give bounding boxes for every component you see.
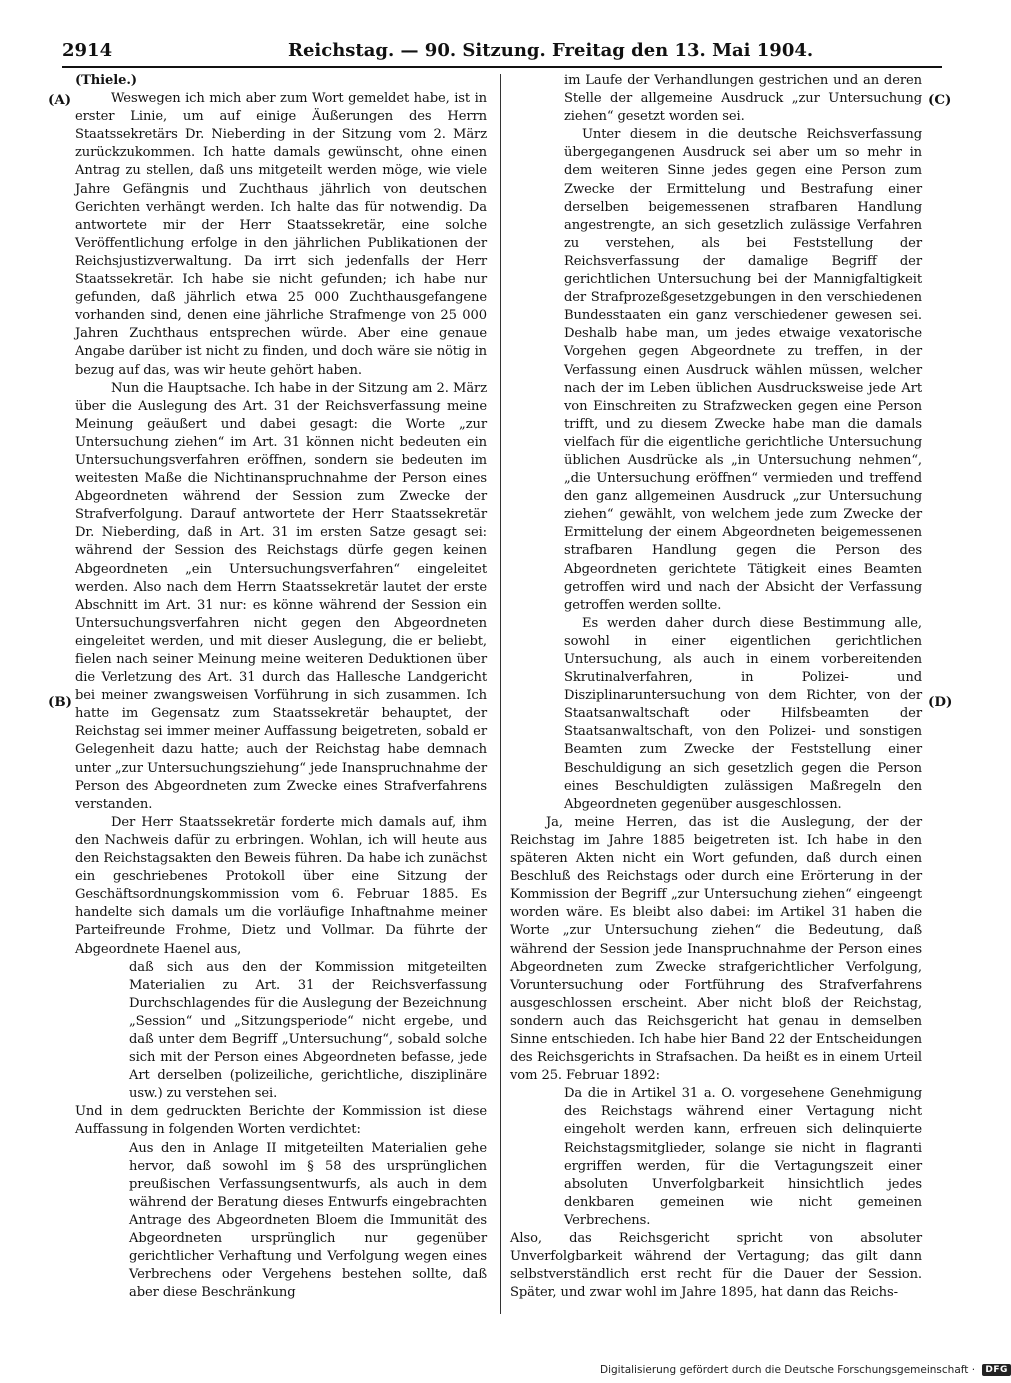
paragraph: Der Herr Staatssekretär forderte mich damals auf, ihm den Nachweis dafür zu erbringen. Wohlan, ich will heute aus den Reichstagsakten den Beweis führen. Da habe ich zunächst ein geschriebenes Protokoll über eine Sitzung der Geschäftsordnungskommission vom 6. Februar 1885. Es handelte sich damals um die vorläufige Inhaftnahme meiner Parteifreunde Frohme, Dietz und Vollmar. Da führte der Abgeordnete Haenel aus, bbox=[75, 814, 487, 957]
block-quote: Es werden daher durch diese Bestimmung alle, sowohl in einer eigentlichen gerichtlichen Untersuchung, als auch in einem vorbereitenden Skrutinalverfahren, in Polizei- und Disziplinaruntersuchung von dem Richter, von der Staatsanwaltschaft oder Hilfsbeamten der Staatsanwaltschaft, von den Polizei- und sonstigen Beamten zum Zwecke der Feststellung einer Beschuldigung an sich gesetzlich gegen die Person eines Beschuldigten zulässigen Maßregeln den Abgeordneten gegenüber ausgeschlossen. bbox=[564, 615, 922, 812]
page-header bbox=[62, 40, 942, 68]
block-quote: Da die in Artikel 31 a. O. vorgesehene Genehmigung des Reichstags während einer Vertagung nicht eingeholt werden kann, erfreuen sich delinquierte Reichstagsmitglieder, solange sie nicht in flagranti ergriffen werden, für die Vertagungszeit einer absoluten Unverfolgbarkeit hinsichtlich jedes denkbaren gemeinen wie nicht gemeinen Verbrechens. bbox=[564, 1086, 922, 1228]
block-quote: Unter diesem in die deutsche Reichsverfassung übergegangenen Ausdruck sei aber um so mehr in dem weiteren Sinne jedes gegen eine Person zum Zwecke der Ermittelung und Bestrafung einer derselben beigemessenen strafbaren Handlung angestrengte, an sich gesetzlich zulässige Verfahren zu verstehen, als bei Feststellung der Reichsverfassung der damalige Begriff der gerichtlichen Untersuchung bei der Mannigfaltigkeit der Strafprozeßgesetzgebungen in den verschiedenen Bundesstaaten ein ganz verschiedener gewesen sei. Deshalb habe man, um jedes etwaige vexatorische Vorgehen gegen Abgeordnete zu treffen, in der Verfassung einen Ausdruck wählen müssen, welcher nach der im Leben üblichen Ausdrucksweise jede Art von Einschreiten zu Strafzwecken gegen eine Person trifft, und zu diesem Zwecke habe man die damals vielfach für die eigentliche gerichtliche Untersuchung üblichen Ausdrücke als „in Untersuchung nehmen“, „die Untersuchung eröffnen“ vermieden und treffend den ganz allgemeinen Ausdruck „zur Untersuchung ziehen“ gewählt, von welchem jede zum Zwecke der Ermittelung der einem Abgeordneten beigemessenen strafbaren Handlung gegen die Person des Abgeordneten gerichtete Tätigkeit eines Beamten getroffen wird und nach der Absicht der Verfassung getroffen werden sollte. bbox=[564, 127, 922, 613]
block-quote: Aus den in Anlage II mitgeteilten Materialien gehe hervor, daß sowohl im § 58 des ursprünglichen preußischen Verfassungsentwurfs, als auch in dem während der Beratung dieses Entwurfs eingebrachten Antrage des Abgeordneten Bloem die Immunität des Abgeordneten ursprünglich nur gegenüber gerichtlicher Verhaftung und Verfolgung wegen eines Verbrechens oder Vergehens bestehen sollte, daß aber diese Beschränkung bbox=[129, 1140, 487, 1301]
paragraph: Und in dem gedruckten Berichte der Kommission ist diese Auffassung in folgenden Worten verdichtet: bbox=[75, 1104, 487, 1138]
page-number: 2914 bbox=[62, 40, 113, 61]
digitization-credit bbox=[600, 1364, 1008, 1380]
right-column bbox=[510, 72, 922, 1302]
speaker-name: (Thiele.) bbox=[75, 73, 137, 88]
paragraph: Also, das Reichsgericht spricht von absoluter Unverfolgbarkeit während der Vertagung; das gilt dann selbstverständlich erst recht für die Dauer der Session. Später, und zwar wohl im Jahre 1895, hat dann das Reichs- bbox=[510, 1231, 922, 1301]
margin-marker-b: (B) bbox=[48, 694, 72, 710]
credit-text: Digitalisierung gefördert durch die Deutsche Forschungsgemeinschaft · bbox=[600, 1364, 976, 1376]
margin-marker-a: (A) bbox=[48, 92, 72, 108]
margin-marker-d: (D) bbox=[928, 694, 953, 710]
paragraph: Nun die Hauptsache. Ich habe in der Sitzung am 2. März über die Auslegung des Art. 31 der Reichsverfassung meine Meinung geäußert und dabei gesagt: die Worte „zur Untersuchung ziehen“ im Art. 31 können nicht bedeuten ein Untersuchungsverfahren eröffnen, sondern sie bedeuten im weitesten Maße die Nichtinanspruchnahme der Person eines Abgeordneten während der Session zum Zwecke der Strafverfolgung. Darauf antwortete der Herr Staatssekretär Dr. Nieberding, daß in Art. 31 im ersten Satze gesagt sei: während der Session des Reichstags dürfe gegen keinen Abgeordneten „ein Untersuchungsverfahren“ eingeleitet werden. Also nach dem Herrn Staatssekretär lautet der erste Abschnitt im Art. 31 nur: es könne während der Session ein Untersuchungsverfahren nicht gegen den Abgeordneten eingeleitet werden, und mit dieser Auslegung, die er beliebt, fielen nach seiner Meinung meine weiteren Deduktionen über die Verletzung des Art. 31 durch das Hallesche Landgericht bei meiner zwangsweisen Vorführung in sich zusammen. Ich hatte im Gegensatz zum Staatssekretär behauptet, der Reichstag sei immer meiner Auffassung beigetreten, sobald er Gelegenheit dazu hatte; auch der Reichstag habe demnach unter „zur Untersuchungsziehung“ jede Inanspruchnahme der Person des Abgeordneten zum Zwecke eines Strafverfahrens verstanden. bbox=[75, 380, 487, 812]
paragraph: Ja, meine Herren, das ist die Auslegung, der der Reichstag im Jahre 1885 beigetreten ist. Ich habe in den späteren Akten nicht ein Wort gefunden, daß durch einen Beschluß des Reichstags oder durch eine Erörterung in der Kommission der Begriff „zur Untersuchung ziehen“ eingeengt worden wäre. Es bleibt also dabei: im Artikel 31 haben die Worte „zur Untersuchung ziehen“ die Bedeutung, daß während der Session jede Inanspruchnahme der Person eines Abgeordneten zum Zwecke strafgerichtlicher Verfolgung, Voruntersuchung oder Fortführung des Strafverfahrens ausgeschlossen erscheint. Aber nicht bloß der Reichstag, sondern auch das Reichsgericht hat genau in demselben Sinne entschieden. Ich habe hier Band 22 der Entscheidungen des Reichsgerichts in Strafsachen. Da heißt es in einem Urteil vom 25. Februar 1892: bbox=[510, 814, 922, 1084]
header-rule bbox=[62, 66, 942, 68]
block-quote: im Laufe der Verhandlungen gestrichen und an deren Stelle der allgemeine Ausdruck „zur Untersuchung ziehen“ gesetzt worden sei. bbox=[564, 73, 922, 125]
paragraph: Weswegen ich mich aber zum Wort gemeldet habe, ist in erster Linie, um auf einige Äußerungen des Herrn Staatssekretärs Dr. Nieberding in der Sitzung vom 2. März zurückzukommen. Ich hatte damals gewünscht, ohne einen Antrag zu stellen, daß uns mitgeteilt werden möge, wie viele Jahre Gefängnis und Zuchthaus jährlich von deutschen Gerichten verhängt werden. Ich halte das für notwendig. Da antwortete mir der Herr Staatssekretär, eine solche Veröffentlichung erfolge in den jährlichen Publikationen der Reichsjustizverwaltung. Da irrt sich jedenfalls der Herr Staatssekretär. Ich habe sie nicht gefunden; ich habe nur gefunden, daß jährlich etwa 25 000 Zuchthausgefangene vorhanden sind, denen eine jährliche Strafmenge von 25 000 Jahren Zuchthaus entsprechen würde. Aber eine genaue Angabe darüber ist nicht zu finden, und doch wäre sie nötig in bezug auf das, was wir heute gehört haben. bbox=[75, 91, 487, 378]
dfg-logo-icon: DFG bbox=[982, 1364, 1011, 1376]
column-divider bbox=[500, 74, 501, 1314]
margin-marker-c: (C) bbox=[928, 92, 952, 108]
page-title: Reichstag. — 90. Sitzung. Freitag den 13. Mai 1904. bbox=[288, 40, 814, 61]
block-quote: daß sich aus den der Kommission mitgeteilten Materialien zu Art. 31 der Reichsverfassung Durchschlagendes für die Auslegung der Bezeichnung „Session“ und „Sitzungsperiode“ nicht ergebe, und daß unter dem Begriff „Untersuchung“, sobald solche sich mit der Person eines Abgeordneten befasse, jede Art derselben (polizeiliche, gerichtliche, disziplinäre usw.) zu verstehen sei. bbox=[129, 959, 487, 1102]
left-column bbox=[75, 72, 487, 1302]
